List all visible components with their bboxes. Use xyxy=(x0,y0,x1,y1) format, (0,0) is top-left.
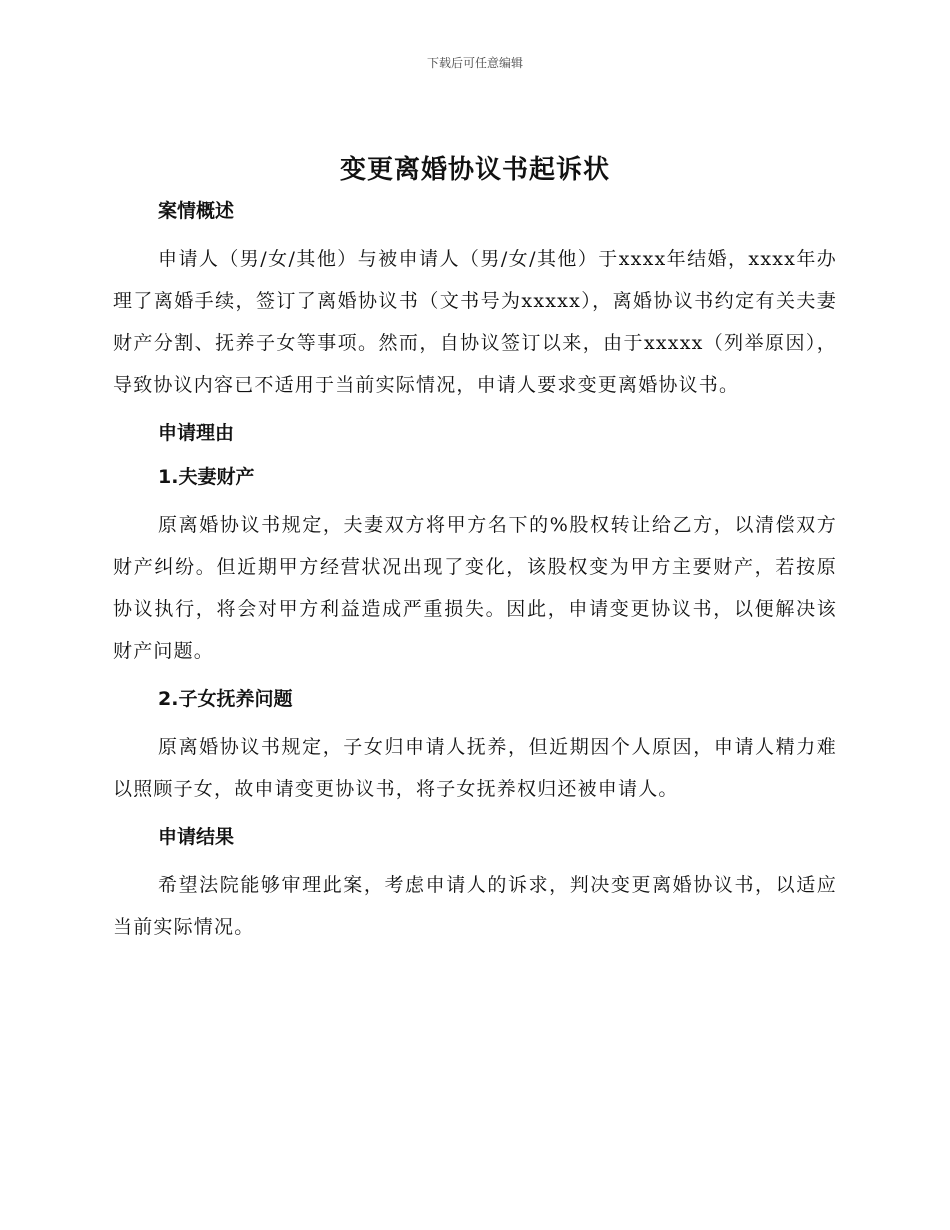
document-body xyxy=(113,194,837,958)
result-paragraph: 希望法院能够审理此案，考虑申请人的诉求，判决变更离婚协议书，以适应当前实际情况。 xyxy=(113,874,837,938)
section-heading-reasons: 申请理由 xyxy=(158,422,235,444)
subheading-property: 1.夫妻财产 xyxy=(158,466,255,488)
section-heading-overview: 案情概述 xyxy=(158,200,235,222)
subheading-custody: 2.子女抚养问题 xyxy=(158,688,293,710)
custody-paragraph: 原离婚协议书规定，子女归申请人抚养，但近期因个人原因，申请人精力难以照顾子女，故申请变更协议书，将子女抚养权归还被申请人。 xyxy=(113,736,837,800)
property-paragraph: 原离婚协议书规定，夫妻双方将甲方名下的%股权转让给乙方，以清偿双方财产纠纷。但近期甲方经营状况出现了变化，该股权变为甲方主要财产，若按原协议执行，将会对甲方利益造成严重损失。因此，申请变更协议书，以便解决该财产问题。 xyxy=(113,514,837,662)
document-title: 变更离婚协议书起诉状 xyxy=(339,155,610,185)
overview-paragraph: 申请人（男/女/其他）与被申请人（男/女/其他）于xxxx年结婚，xxxx年办理了离婚手续，签订了离婚协议书（文书号为xxxxx），离婚协议书约定有关夫妻财产分割、抚养子女等事项。然而，自协议签订以来，由于xxxxx（列举原因），导致协议内容已不适用于当前实际情况，申请人要求变更离婚协议书。 xyxy=(113,248,837,396)
section-heading-result: 申请结果 xyxy=(158,826,235,848)
header-note: 下载后可任意编辑 xyxy=(426,56,523,70)
